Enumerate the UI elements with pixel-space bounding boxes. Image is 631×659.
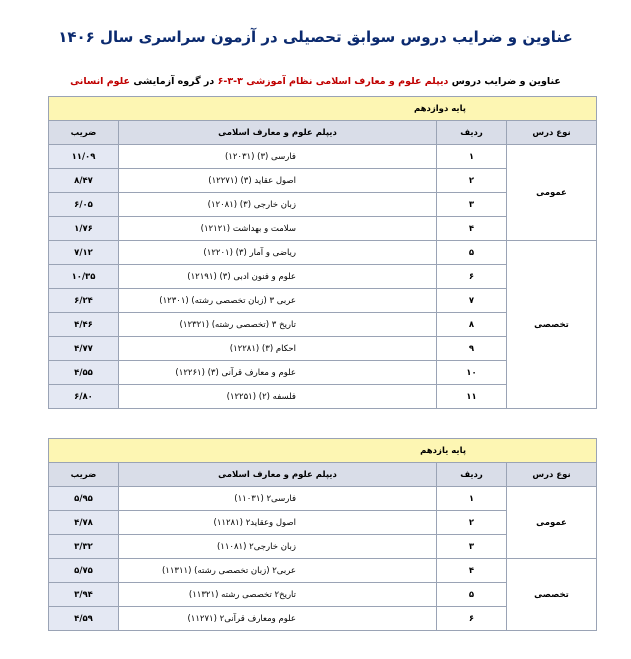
row-number: ۸ [437,313,507,337]
course-type: عمومی [507,487,597,559]
course-coefficient: ۱۰/۳۵ [49,265,119,289]
course-name: عربی ۳ (زبان تخصصی رشته) (۱۲۳۰۱) [119,289,437,313]
header-name: دیپلم علوم و معارف اسلامی [119,121,437,145]
grade-11-table [48,438,597,631]
course-coefficient: ۶/۸۰ [49,385,119,409]
course-coefficient: ۳/۹۴ [49,583,119,607]
row-number: ۱۱ [437,385,507,409]
document-title: عناوین و ضرایب دروس سوابق تحصیلی در آزمون سراسری سال ۱۴۰۶ [58,28,573,46]
course-coefficient: ۱/۷۶ [49,217,119,241]
course-type: عمومی [507,145,597,241]
header-zarib: ضریب [49,463,119,487]
document-subtitle [0,76,631,87]
subtitle-part-4: علوم انسانی [70,76,131,87]
row-number: ۵ [437,241,507,265]
course-coefficient: ۴/۵۹ [49,607,119,631]
grade-title-row [49,97,597,121]
row-number: ۱ [437,145,507,169]
course-name: علوم ومعارف قرآنی۲ (۱۱۲۷۱) [119,607,437,631]
table-row [49,241,597,265]
header-name: دیپلم علوم و معارف اسلامی [119,463,437,487]
grade-title: پایه یازدهم [49,439,597,463]
course-coefficient: ۵/۷۵ [49,559,119,583]
row-number: ۱ [437,487,507,511]
course-type: تخصصی [507,559,597,631]
table-row [49,145,597,169]
course-name: فارسی (۳) (۱۲۰۳۱) [119,145,437,169]
course-name: عربی۲ (زبان تخصصی رشته) (۱۱۳۱۱) [119,559,437,583]
header-type: نوع درس [507,121,597,145]
row-number: ۹ [437,337,507,361]
row-number: ۳ [437,535,507,559]
row-number: ۱۰ [437,361,507,385]
course-coefficient: ۱۱/۰۹ [49,145,119,169]
course-coefficient: ۴/۷۷ [49,337,119,361]
course-coefficient: ۴/۵۵ [49,361,119,385]
course-name: تاریخ۲ تخصصی رشته (۱۱۳۲۱) [119,583,437,607]
course-coefficient: ۴/۴۶ [49,313,119,337]
table-row [49,559,597,583]
course-coefficient: ۴/۷۸ [49,511,119,535]
course-name: اصول عقاید (۳) (۱۲۲۷۱) [119,169,437,193]
course-name: علوم و معارف قرآنی (۳) (۱۲۲۶۱) [119,361,437,385]
header-radif: ردیف [437,463,507,487]
subtitle-part-3: در گروه آزمایشی [130,76,218,87]
row-number: ۷ [437,289,507,313]
row-number: ۶ [437,265,507,289]
course-coefficient: ۸/۴۷ [49,169,119,193]
course-name: فارسی۲ (۱۱۰۳۱) [119,487,437,511]
course-coefficient: ۵/۹۵ [49,487,119,511]
row-number: ۵ [437,583,507,607]
grade-12-table [48,96,597,409]
course-name: زبان خارجی (۳) (۱۲۰۸۱) [119,193,437,217]
course-name: فلسفه (۲) (۱۲۲۵۱) [119,385,437,409]
course-coefficient: ۶/۲۴ [49,289,119,313]
course-name: اصول وعقاید۲ (۱۱۲۸۱) [119,511,437,535]
row-number: ۲ [437,169,507,193]
row-number: ۳ [437,193,507,217]
header-row [49,463,597,487]
header-type: نوع درس [507,463,597,487]
row-number: ۴ [437,559,507,583]
course-name: ریاضی و آمار (۳) (۱۲۲۰۱) [119,241,437,265]
course-coefficient: ۶/۰۵ [49,193,119,217]
course-name: تاریخ ۳ (تخصصی رشته) (۱۲۳۲۱) [119,313,437,337]
course-name: احکام (۳) (۱۲۲۸۱) [119,337,437,361]
course-type: تخصصی [507,241,597,409]
course-name: سلامت و بهداشت (۱۲۱۲۱) [119,217,437,241]
subtitle-part-1: عناوین و ضرایب دروس [448,76,561,87]
grade-title-row [49,439,597,463]
subtitle-part-2: دیپلم علوم و معارف اسلامی نظام آموزشی ۳-۳-۶ [217,76,449,87]
course-name: علوم و فنون ادبی (۳) (۱۲۱۹۱) [119,265,437,289]
row-number: ۶ [437,607,507,631]
table-row [49,487,597,511]
header-row [49,121,597,145]
row-number: ۴ [437,217,507,241]
header-radif: ردیف [437,121,507,145]
course-coefficient: ۳/۳۲ [49,535,119,559]
course-name: زبان خارجی۲ (۱۱۰۸۱) [119,535,437,559]
row-number: ۲ [437,511,507,535]
course-coefficient: ۷/۱۲ [49,241,119,265]
grade-title: پایه دوازدهم [49,97,597,121]
header-zarib: ضریب [49,121,119,145]
